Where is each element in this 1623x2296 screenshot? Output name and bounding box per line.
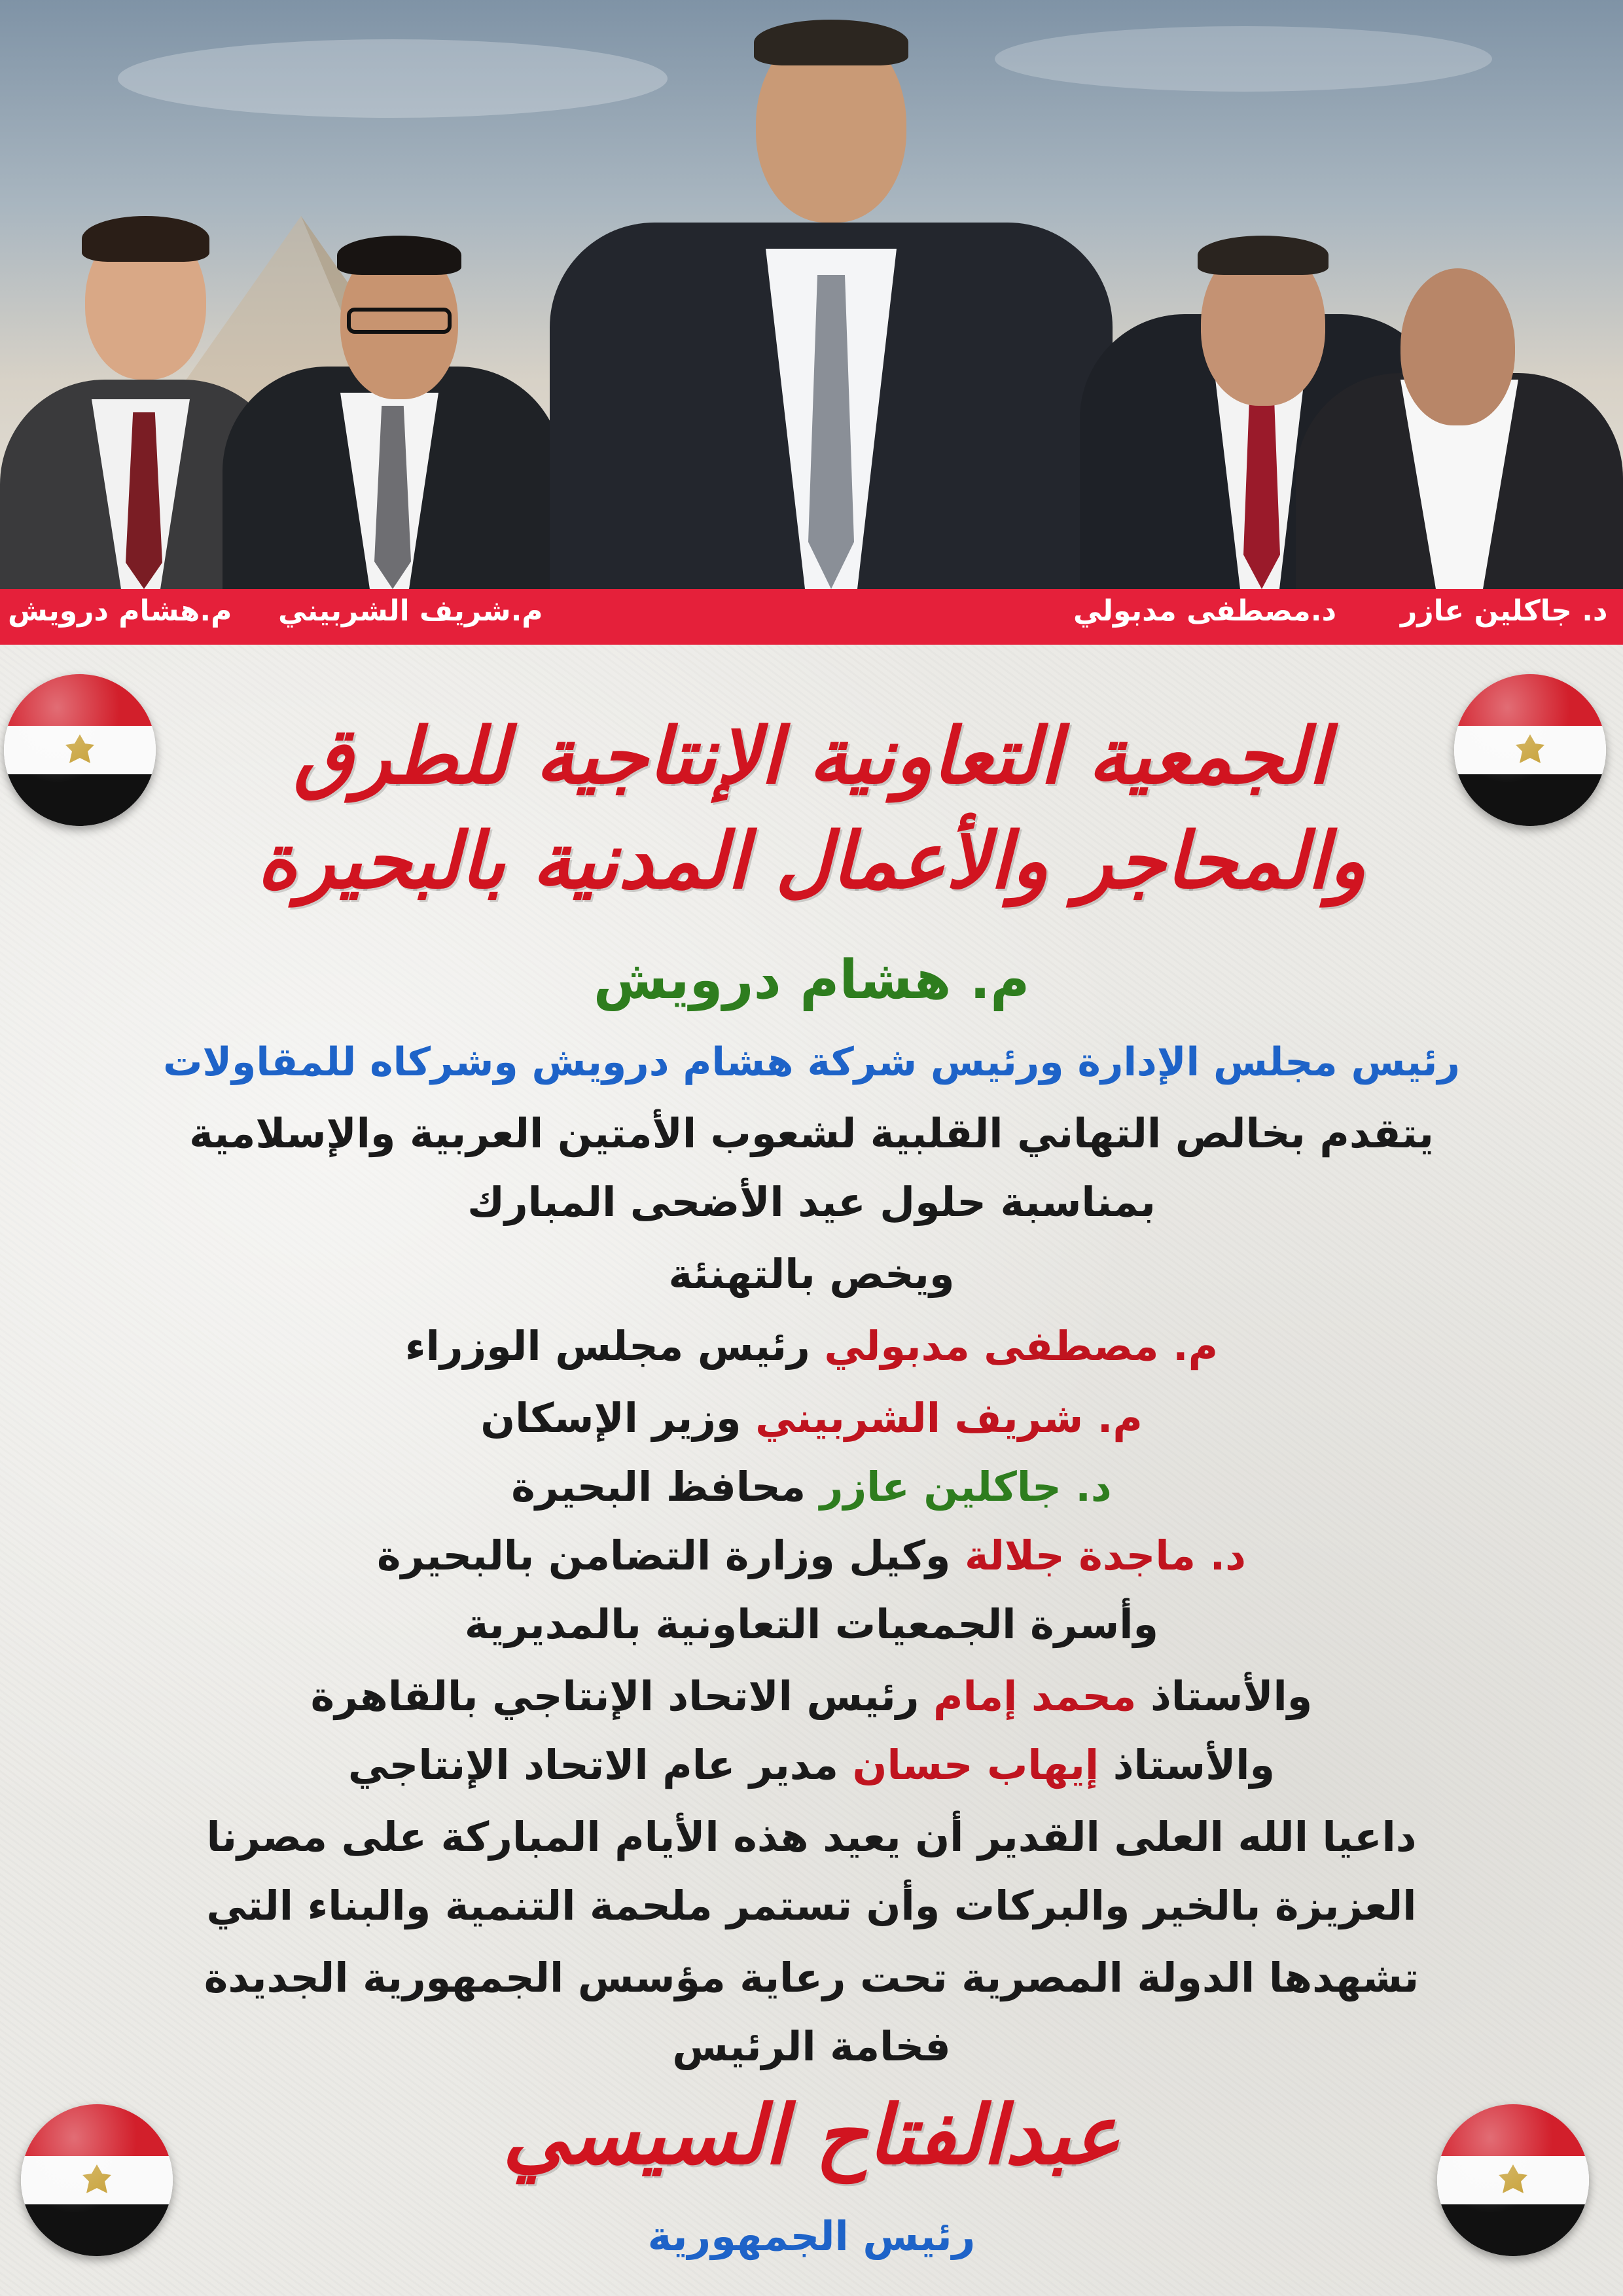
recipient-name: م. مصطفى مدبولي <box>824 1322 1219 1370</box>
president-title: رئيس الجمهورية <box>647 2212 976 2260</box>
recipient-role: رئيس مجلس الوزراء <box>404 1322 825 1370</box>
association-title-line2: والمحاجر والأعمال المدنية بالبحيرة <box>257 815 1366 906</box>
strip-name-jacqueline: د. جاكلين عازر <box>1400 594 1608 628</box>
professor-prefix: والأستاذ <box>1136 1672 1313 1720</box>
recipient-role: محافظ البحيرة <box>511 1463 820 1511</box>
strip-name-hesham: م.هشام درويش <box>8 594 232 628</box>
header-photo-band <box>0 0 1623 589</box>
professor-line-1 <box>0 1672 1623 1720</box>
professor-prefix: والأستاذ <box>1099 1741 1275 1789</box>
recipient-name: د. ماجدة جلالة <box>965 1532 1246 1579</box>
strip-name-sherif: م.شريف الشربيني <box>278 594 543 628</box>
recipient-name: د. جاكلين عازر <box>819 1463 1112 1511</box>
prayer-line2: العزيزة بالخير والبركات وأن تستمر ملحمة التنمية والبناء التي <box>206 1882 1417 1929</box>
professor-name: محمد إمام <box>933 1672 1137 1720</box>
recipient-line <box>0 1463 1623 1511</box>
recipient-line <box>0 1532 1623 1579</box>
recipient-role: وزير الإسكان <box>480 1394 756 1442</box>
prayer-line3: تشهدها الدولة المصرية تحت رعاية مؤسس الجمهورية الجديدة <box>204 1954 1419 2001</box>
greeting-line3: ويخص بالتهنئة <box>668 1250 955 1298</box>
prayer-line4: فخامة الرئيس <box>672 2022 951 2070</box>
sender-name: م. هشام درويش <box>593 949 1030 1011</box>
recipient-role: وكيل وزارة التضامن بالبحيرة <box>376 1532 965 1579</box>
portrait-president <box>550 0 1113 589</box>
greeting-line1: يتقدم بخالص التهاني القلبية لشعوب الأمتين العربية والإسلامية <box>189 1109 1434 1157</box>
recipient-line <box>0 1322 1623 1370</box>
professor-role: مدير عام الاتحاد الإنتاجي <box>348 1741 853 1789</box>
sender-position: رئيس مجلس الإدارة ورئيس شركة هشام درويش وشركاه للمقاولات <box>163 1039 1460 1085</box>
president-name: عبدالفتاح السيسي <box>502 2088 1121 2183</box>
strip-name-madbouly: د.مصطفى مدبولي <box>1073 594 1337 628</box>
portrait-sherif-elsherbiny <box>223 118 563 589</box>
greeting-line2: بمناسبة حلول عيد الأضحى المبارك <box>467 1178 1156 1226</box>
professor-line-2 <box>0 1741 1623 1789</box>
portrait-jacqueline-azer <box>1296 118 1623 589</box>
professor-role: رئيس الاتحاد الإنتاجي بالقاهرة <box>310 1672 933 1720</box>
recipient-line <box>0 1394 1623 1442</box>
names-strip <box>0 589 1623 645</box>
family-line: وأسرة الجمعيات التعاونية بالمديرية <box>464 1600 1159 1648</box>
recipient-name: م. شريف الشربيني <box>755 1394 1143 1442</box>
professor-name: إيهاب حسان <box>852 1741 1099 1789</box>
association-title-line1: الجمعية التعاونية الإنتاجية للطرق <box>293 710 1330 801</box>
prayer-line1: داعيا الله العلى القدير أن يعيد هذه الأيام المباركة على مصرنا <box>206 1813 1417 1861</box>
